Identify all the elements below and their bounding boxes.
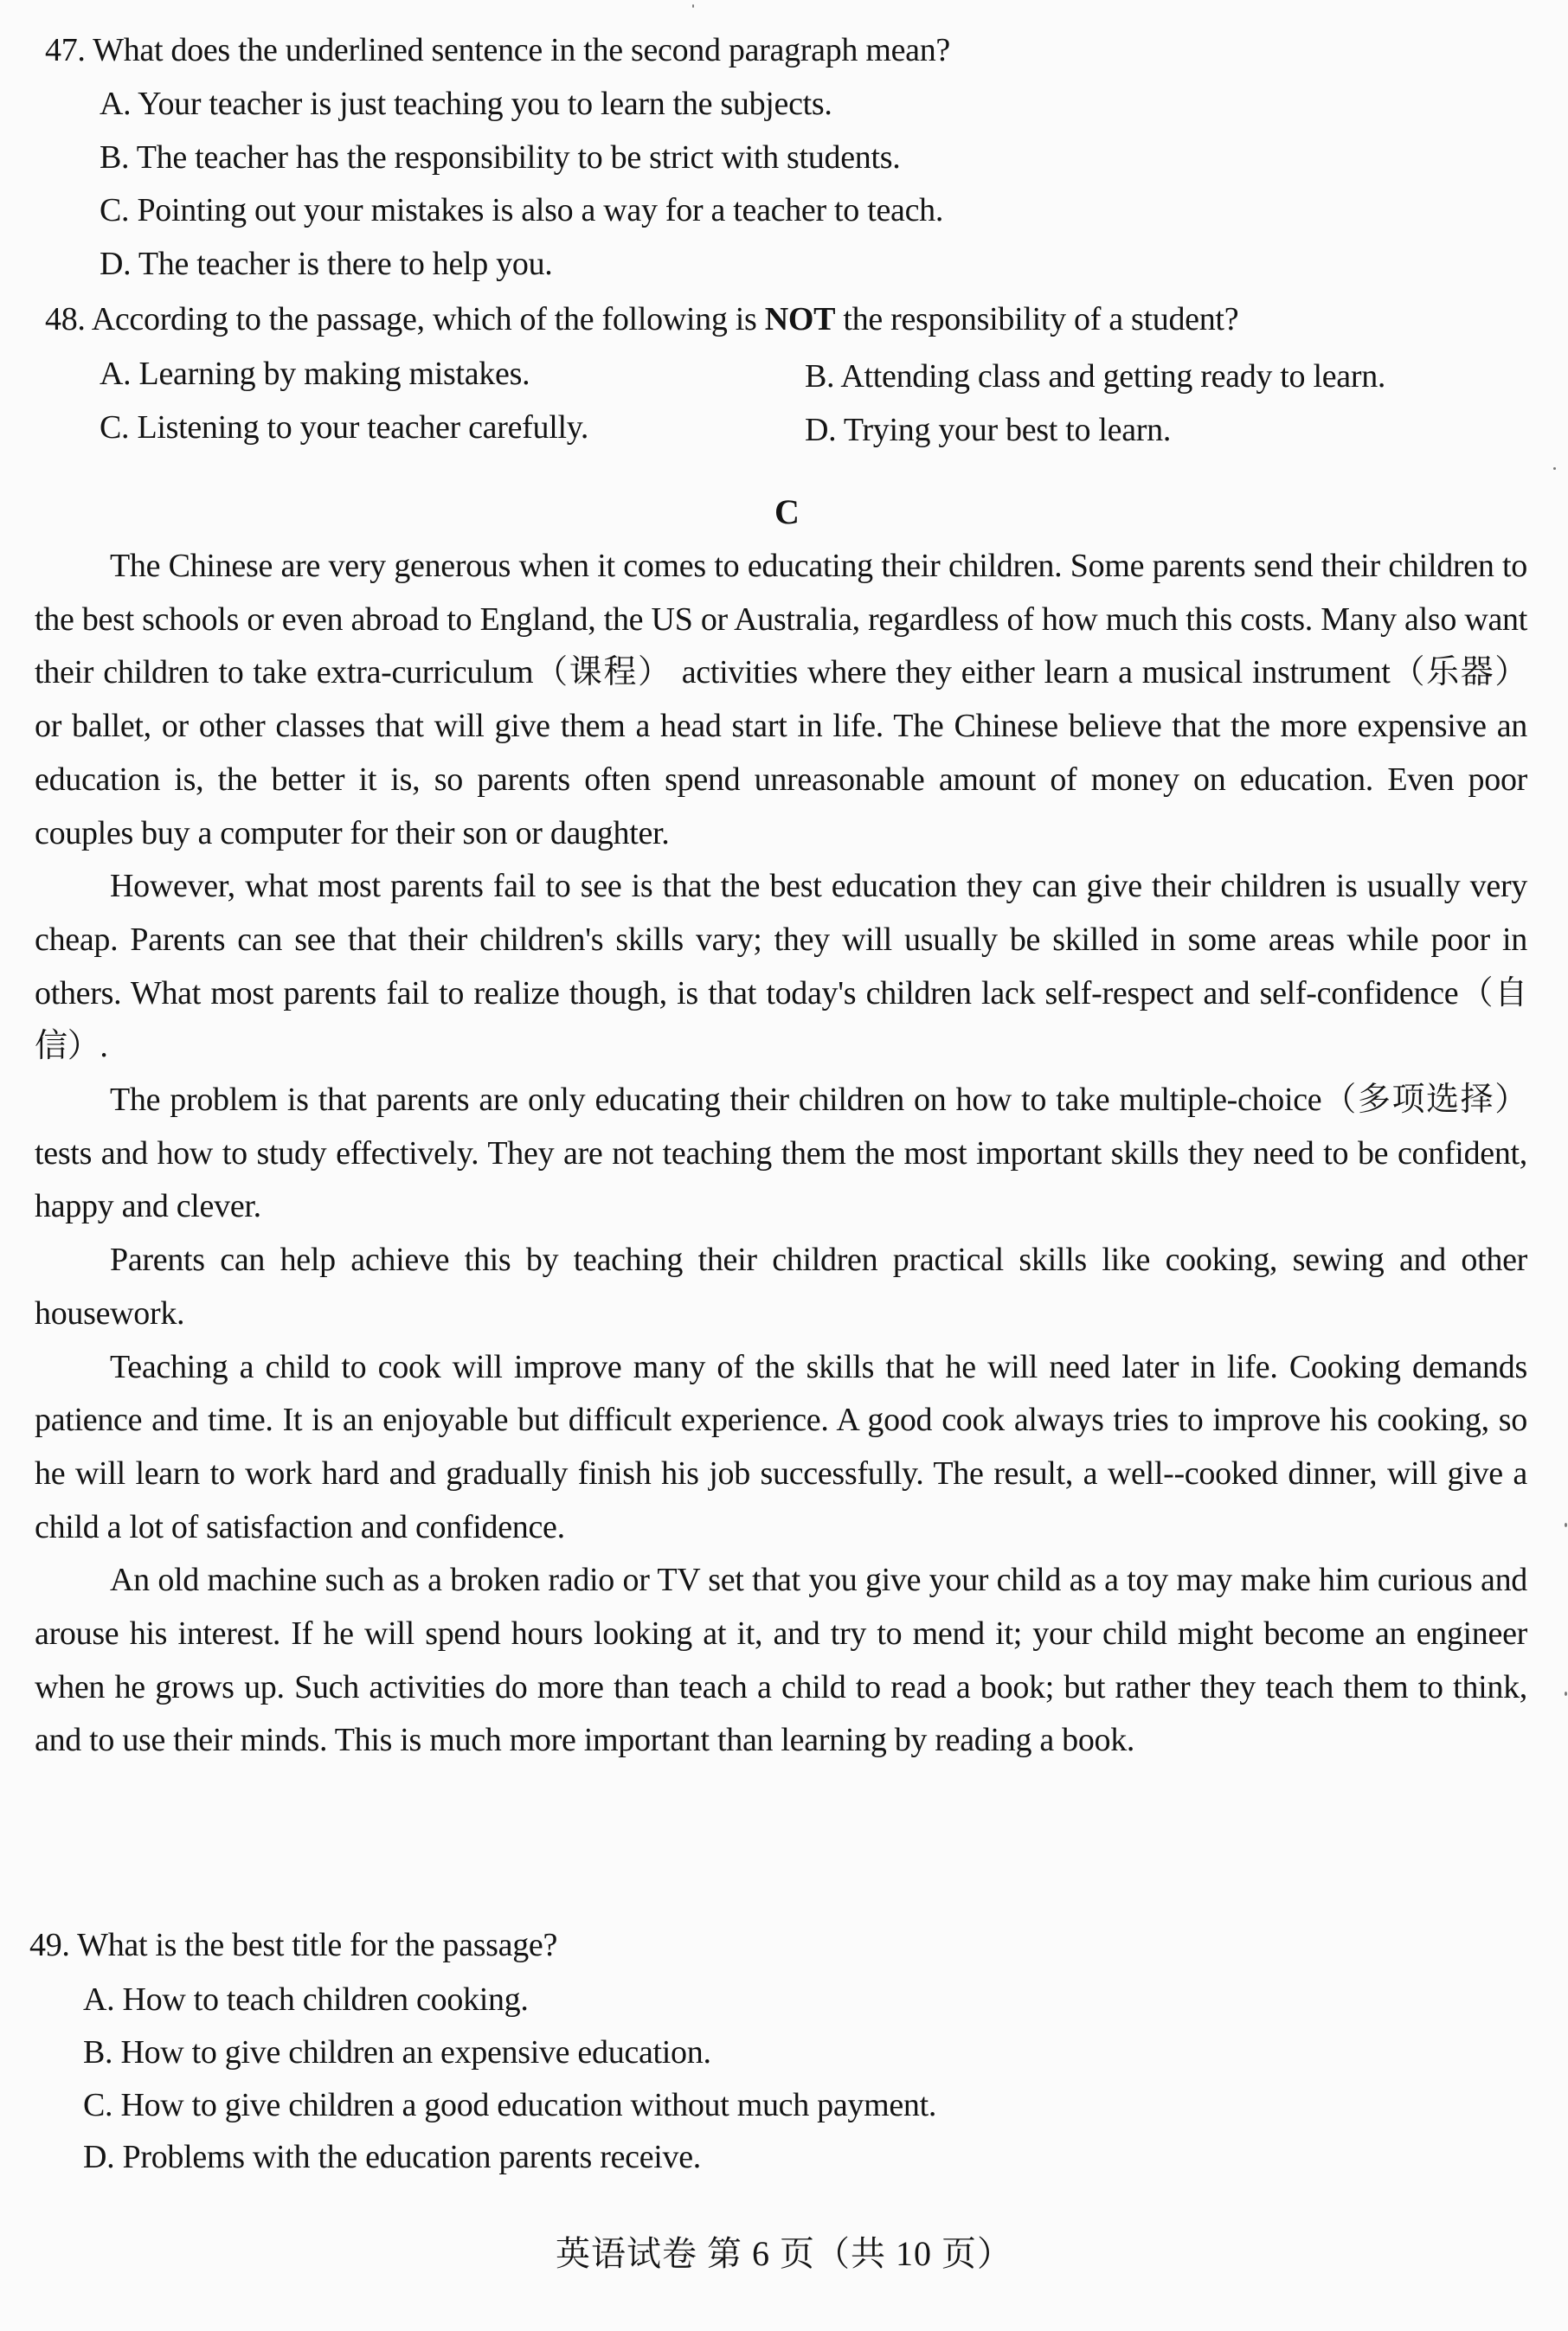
option-letter: C. xyxy=(100,192,130,228)
option-letter: B. xyxy=(100,139,130,176)
option-text: How to give children a good education without much payment. xyxy=(120,2087,937,2123)
option-letter: A. xyxy=(100,356,132,392)
question-text: What is the best title for the passage? xyxy=(77,1927,558,1963)
option-47-a xyxy=(100,85,832,123)
option-text: Trying your best to learn. xyxy=(843,412,1172,448)
passage-paragraph-5: Teaching a child to cook will improve many of the skills that he will need later in life. Cooking demands patience and time. It is an enjoyable but difficult experience. A good cook always tries to improve his cooking, so he will learn to work hard and gradually finish his job successfully. The result, a well--cooked dinner, will give a child a lot of satisfaction and confidence. xyxy=(35,1348,1527,1545)
question-number: 49. xyxy=(29,1927,70,1963)
option-47-c xyxy=(100,191,943,229)
option-letter: A. xyxy=(83,1981,115,2018)
question-47 xyxy=(45,31,950,69)
reading-passage xyxy=(35,540,1527,1768)
option-text: Learning by making mistakes. xyxy=(138,356,530,392)
scan-speck xyxy=(1565,1523,1567,1527)
option-letter: B. xyxy=(805,358,835,395)
question-text-before: According to the passage, which of the following is xyxy=(91,301,757,337)
option-48-b xyxy=(805,357,1385,395)
option-text: Attending class and getting ready to learn. xyxy=(840,358,1386,395)
option-49-b xyxy=(83,2033,711,2071)
option-49-d xyxy=(83,2138,701,2176)
option-48-a xyxy=(100,355,530,393)
option-text: How to give children an expensive education. xyxy=(120,2034,711,2071)
option-letter: D. xyxy=(100,246,132,282)
passage-paragraph-2: However, what most parents fail to see is that the best education they can give their children is usually very cheap. Parents can see that their children's skills vary; they will usually be skilled in some areas while poor in others. What most parents fail to realize though, is that today's children lack self-respect and self-confidence（自信）. xyxy=(35,868,1527,1065)
option-48-d xyxy=(805,411,1171,449)
question-emphasis: NOT xyxy=(764,301,836,337)
passage-paragraph-6: An old machine such as a broken radio or TV set that you give your child as a toy may make him curious and arouse his interest. If he will spend hours looking at it, and try to mend it; your child might become an engineer when he grows up. Such activities do more than teach a child to read a book; but rather they teach them to think, and to use their minds. This is much more important than learning by reading a book. xyxy=(35,1562,1527,1759)
option-text: Pointing out your mistakes is also a way for a teacher to teach. xyxy=(137,192,944,228)
section-heading: C xyxy=(774,492,800,531)
option-letter: B. xyxy=(83,2034,113,2071)
option-49-c xyxy=(83,2086,936,2124)
option-text: Problems with the education parents receive. xyxy=(122,2139,702,2175)
question-48 xyxy=(45,300,1238,338)
option-letter: C. xyxy=(83,2087,113,2123)
question-text: What does the underlined sentence in the second paragraph mean? xyxy=(93,32,950,68)
question-49 xyxy=(29,1926,557,1964)
option-text: How to teach children cooking. xyxy=(122,1981,529,2018)
scan-speck xyxy=(1553,467,1556,470)
question-number: 48. xyxy=(45,301,86,337)
option-letter: D. xyxy=(805,412,837,448)
scan-speck xyxy=(692,4,694,8)
option-49-a xyxy=(83,1981,529,2019)
option-47-b xyxy=(100,138,900,177)
option-47-d xyxy=(100,245,553,283)
page-footer: 英语试卷 第 6 页（共 10 页） xyxy=(556,2234,1012,2273)
option-letter: D. xyxy=(83,2139,115,2175)
question-text-after: the responsibility of a student? xyxy=(843,301,1239,337)
passage-paragraph-3: The problem is that parents are only educating their children on how to take multiple-choice（多项选择） tests and how to study effectively. They are not teaching them the most important skills they need to be confident, happy and clever. xyxy=(35,1082,1527,1225)
option-letter: A. xyxy=(100,86,132,122)
option-text: Your teacher is just teaching you to learn the subjects. xyxy=(138,86,832,122)
question-number: 47. xyxy=(45,32,86,68)
passage-paragraph-4: Parents can help achieve this by teaching their children practical skills like cooking, sewing and other housework. xyxy=(35,1242,1527,1332)
option-letter: C. xyxy=(100,409,130,446)
option-text: Listening to your teacher carefully. xyxy=(137,409,589,446)
option-48-c xyxy=(100,408,588,446)
passage-paragraph-1: The Chinese are very generous when it comes to educating their children. Some parents send their children to the best schools or even abroad to England, the US or Australia, regardless of how much this costs. Many also want their children to take extra-curriculum（课程） activities where they either learn a musical instrument（乐器） or ballet, or other classes that will give them a head start in life. The Chinese believe that the more expensive an education is, the better it is, so parents often spend unreasonable amount of money on education. Even poor couples buy a computer for their son or daughter. xyxy=(35,548,1527,851)
option-text: The teacher has the responsibility to be strict with students. xyxy=(136,139,901,176)
scan-speck xyxy=(1565,1692,1567,1696)
option-text: The teacher is there to help you. xyxy=(138,246,553,282)
